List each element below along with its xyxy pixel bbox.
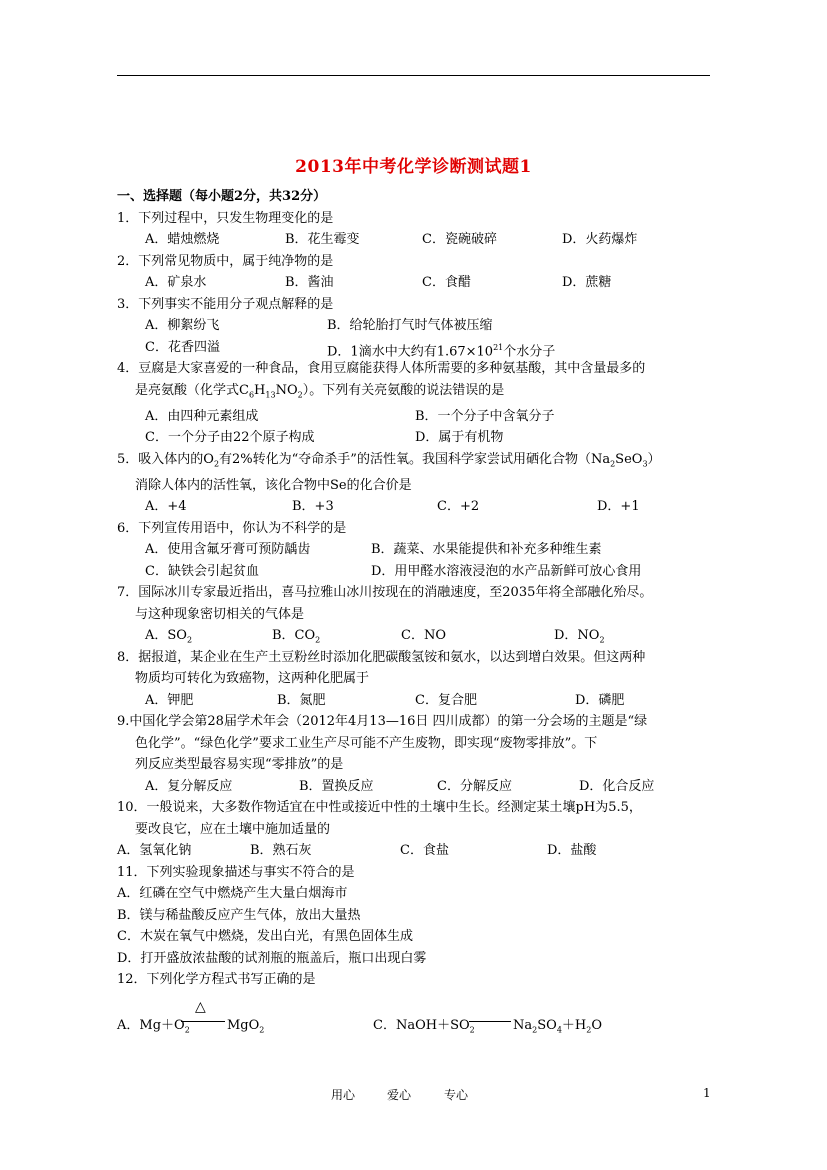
option-a: A．使用含氟牙膏可预防龋齿 <box>145 542 311 558</box>
footer-motto-2: 爱心 <box>387 1088 412 1102</box>
question-5-stem <box>117 449 717 475</box>
equation-c-products <box>513 1015 602 1041</box>
option-b: B．花生霉变 <box>285 232 360 247</box>
question-2-options <box>117 272 717 294</box>
question-11-option-c: C．木炭在氧气中燃烧，发出白光，有黑色固体生成 <box>117 929 413 945</box>
equation-c-arrow <box>469 1021 511 1022</box>
option-a: A．复分解反应 <box>145 778 233 794</box>
eq-a-prod: MgO <box>227 1017 260 1033</box>
question-7-cont: 与这种现象密切相关的气体是 <box>135 606 305 622</box>
question-11-option-d: D．打开盛放浓盐酸的试剂瓶的瓶盖后，瓶口出现白雾 <box>117 950 427 966</box>
question-2-stem: 2．下列常见物质中，属于纯净物的是 <box>117 253 334 269</box>
eq-c-p1-sub: 2 <box>532 1025 538 1035</box>
question-3-stem: 3．下列事实不能用分子观点解释的是 <box>117 296 334 312</box>
option-b: B．置换反应 <box>299 778 374 794</box>
option-a: A．+4 <box>145 499 187 515</box>
eq-a-text: A．Mg＋O <box>117 1017 185 1033</box>
question-7-options <box>117 625 717 647</box>
question-9-cont-b: 列反应类型最容易实现“零排放”的是 <box>135 757 344 773</box>
question-9-options <box>117 776 717 798</box>
eq-c-sub: 2 <box>469 1025 475 1035</box>
question-1-stem: 1．下列过程中，只发生物理变化的是 <box>117 210 334 226</box>
option-a <box>145 625 192 651</box>
eq-c-p4: O <box>591 1017 603 1033</box>
q5-sub: 2 <box>213 459 220 469</box>
page-number: 1 <box>703 1086 711 1100</box>
question-4-stem: 4．豆腐是大家喜爱的一种食品，食用豆腐能获得人体所需要的多种氨基酸，其中含量最多的 <box>117 361 646 376</box>
question-10-cont: 要改良它，应在土壤中施加适量的 <box>135 821 331 837</box>
option-b: B．熟石灰 <box>250 843 312 859</box>
heat-condition-symbol: △ <box>195 998 206 1015</box>
question-4-options-row2 <box>117 427 717 449</box>
question-list <box>117 186 717 1039</box>
exponent: 21 <box>493 342 504 352</box>
option-c: C．复合肥 <box>415 692 477 708</box>
question-9-stem: 9.中国化学会第28届学术年会（2012年4月13—16日 四川成都）的第一分会场的主题是“绿 <box>117 714 648 730</box>
question-11-option-a: A．红磷在空气中燃烧产生大量白烟海市 <box>117 886 348 902</box>
q4-sub: 6 <box>248 390 255 400</box>
page-title: 2013年中考化学诊断测试题1 <box>295 157 532 177</box>
option-a-text: A．SO <box>145 628 187 644</box>
q5-part: 5．吸入体内的O <box>117 451 214 467</box>
question-10-stem: 10．一般说来，大多数作物适宜在中性或接近中性的土壤中生长。经测定某土壤pH为5.5， <box>117 800 642 816</box>
option-c: C．花香四溢 <box>145 339 220 355</box>
question-4-cont <box>117 380 717 406</box>
question-6-options-row1 <box>117 539 717 561</box>
option-c: C．+2 <box>437 499 480 515</box>
option-a: A．钾肥 <box>145 692 194 708</box>
question-12-stem: 12．下列化学方程式书写正确的是 <box>117 972 316 988</box>
eq-c-p3: ＋H <box>561 1017 587 1033</box>
eq-a-prod-sub: 2 <box>259 1025 265 1035</box>
option-a: A．矿泉水 <box>145 275 207 290</box>
option-b: B．给轮胎打气时气体被压缩 <box>327 318 493 333</box>
question-5-cont: 消除人体内的活性氧，该化合物中Se的化合价是 <box>135 477 412 493</box>
header-rule <box>117 75 710 76</box>
option-b: B．+3 <box>292 499 334 515</box>
option-c: C．缺铁会引起贫血 <box>145 563 259 579</box>
option-c: C．一个分子由22个原子构成 <box>145 430 315 446</box>
question-8-options <box>117 690 717 712</box>
footer-motto-3: 专心 <box>444 1088 469 1102</box>
eq-c-text: C．NaOH＋SO <box>373 1017 470 1033</box>
equation-c-reactants <box>373 1015 475 1041</box>
option-d: D．蔗糖 <box>562 275 612 290</box>
eq-a-sub: 2 <box>184 1025 190 1035</box>
section-heading: 一、选择题（每小题2分，共32分） <box>117 189 327 204</box>
option-b: B．一个分子中含氧分子 <box>415 408 555 424</box>
option-c: C．分解反应 <box>437 778 512 794</box>
option-b-sub: 2 <box>315 635 321 645</box>
option-d: D．火药爆炸 <box>562 232 638 247</box>
question-10-options <box>117 840 717 862</box>
question-1-options <box>117 229 717 251</box>
q5-part: SeO <box>615 451 643 467</box>
option-c: C．食醋 <box>422 275 471 290</box>
option-b: B．蔬菜、水果能提供和补充多种维生素 <box>371 542 602 558</box>
question-8-stem: 8．据报道，某企业在生产土豆粉丝时添加化肥碳酸氢铵和氨水，以达到增白效果。但这两种 <box>117 649 646 665</box>
option-b: B．氮肥 <box>277 692 326 708</box>
option-d-tail: 个水分子 <box>503 343 556 359</box>
option-b-text: B．CO <box>272 628 316 644</box>
question-3-options-row1 <box>117 315 717 337</box>
eq-c-p2-sub: 4 <box>556 1025 562 1035</box>
question-5-options <box>117 496 717 518</box>
q5-part: 有2%转化为“夺命杀手”的活性氧。我国科学家尝试用硒化合物（Na <box>219 451 611 467</box>
option-d-text: D．1滴水中大约有1.67×10 <box>327 343 494 359</box>
eq-c-p2: SO <box>537 1017 557 1033</box>
q5-sub: 2 <box>610 459 616 469</box>
option-d: D．化合反应 <box>579 778 655 794</box>
question-11-stem: 11．下列实验现象描述与事实不符合的是 <box>117 864 355 880</box>
equation-a-arrow <box>181 1021 225 1022</box>
q4-part: ）。下列有关亮氨酸的说法错误的是 <box>302 382 505 398</box>
option-b: B．酱油 <box>285 275 334 290</box>
q4-part: NO <box>275 382 298 398</box>
option-d: D．+1 <box>597 499 640 515</box>
option-b <box>272 625 320 651</box>
option-a: A．蜡烛燃烧 <box>145 232 220 247</box>
question-7-stem: 7．国际冰川专家最近指出，喜马拉雅山冰川按现在的消融速度，至2035年将全部融化殆尽。 <box>117 585 653 601</box>
option-d <box>327 337 555 363</box>
equation-a-product <box>227 1015 264 1041</box>
option-d: D．属于有机物 <box>415 430 504 446</box>
question-4-options-row1 <box>117 406 717 428</box>
question-9-cont: 色化学”。“绿色化学”要求工业生产尽可能不产生废物，即实现“废物零排放”。下 <box>135 735 598 751</box>
option-d: D．磷肥 <box>575 692 625 708</box>
option-d: D．用甲醛水溶液浸泡的水产品新鲜可放心食用 <box>371 563 642 579</box>
option-a: A．氢氧化钠 <box>117 843 192 859</box>
equation-a-reactants <box>117 1015 190 1041</box>
q5-part: ） <box>647 451 661 467</box>
q4-part: H <box>254 382 266 398</box>
option-d-sub: 2 <box>599 635 605 645</box>
option-d <box>554 625 605 651</box>
question-8-cont: 物质均可转化为致癌物，这两种化肥属于 <box>135 671 370 687</box>
question-6-options-row2 <box>117 561 717 583</box>
option-c: C．NO <box>401 628 446 644</box>
q4-sub: 13 <box>265 390 276 400</box>
option-a-sub: 2 <box>186 635 193 645</box>
footer-motto-1: 用心 <box>331 1088 356 1102</box>
question-12-equations <box>117 997 717 1039</box>
option-a: A．由四种元素组成 <box>145 408 259 424</box>
q4-part: 是亮氨酸（化学式C <box>135 382 249 398</box>
option-d: D．盐酸 <box>547 843 597 859</box>
eq-c-p3-sub: 2 <box>586 1025 592 1035</box>
q4-sub: 2 <box>297 390 303 400</box>
option-a: A．柳絮纷飞 <box>145 318 220 333</box>
question-11-option-b: B．镁与稀盐酸反应产生气体，放出大量热 <box>117 907 361 923</box>
question-6-stem: 6．下列宣传用语中，你认为不科学的是 <box>117 520 347 536</box>
question-3-options-row2 <box>117 337 717 359</box>
option-c: C．食盐 <box>400 843 449 859</box>
option-d-text: D．NO <box>554 628 600 644</box>
eq-c-p1: Na <box>513 1017 533 1033</box>
q5-sub: 3 <box>642 459 648 469</box>
option-c: C．瓷碗破碎 <box>422 232 497 247</box>
